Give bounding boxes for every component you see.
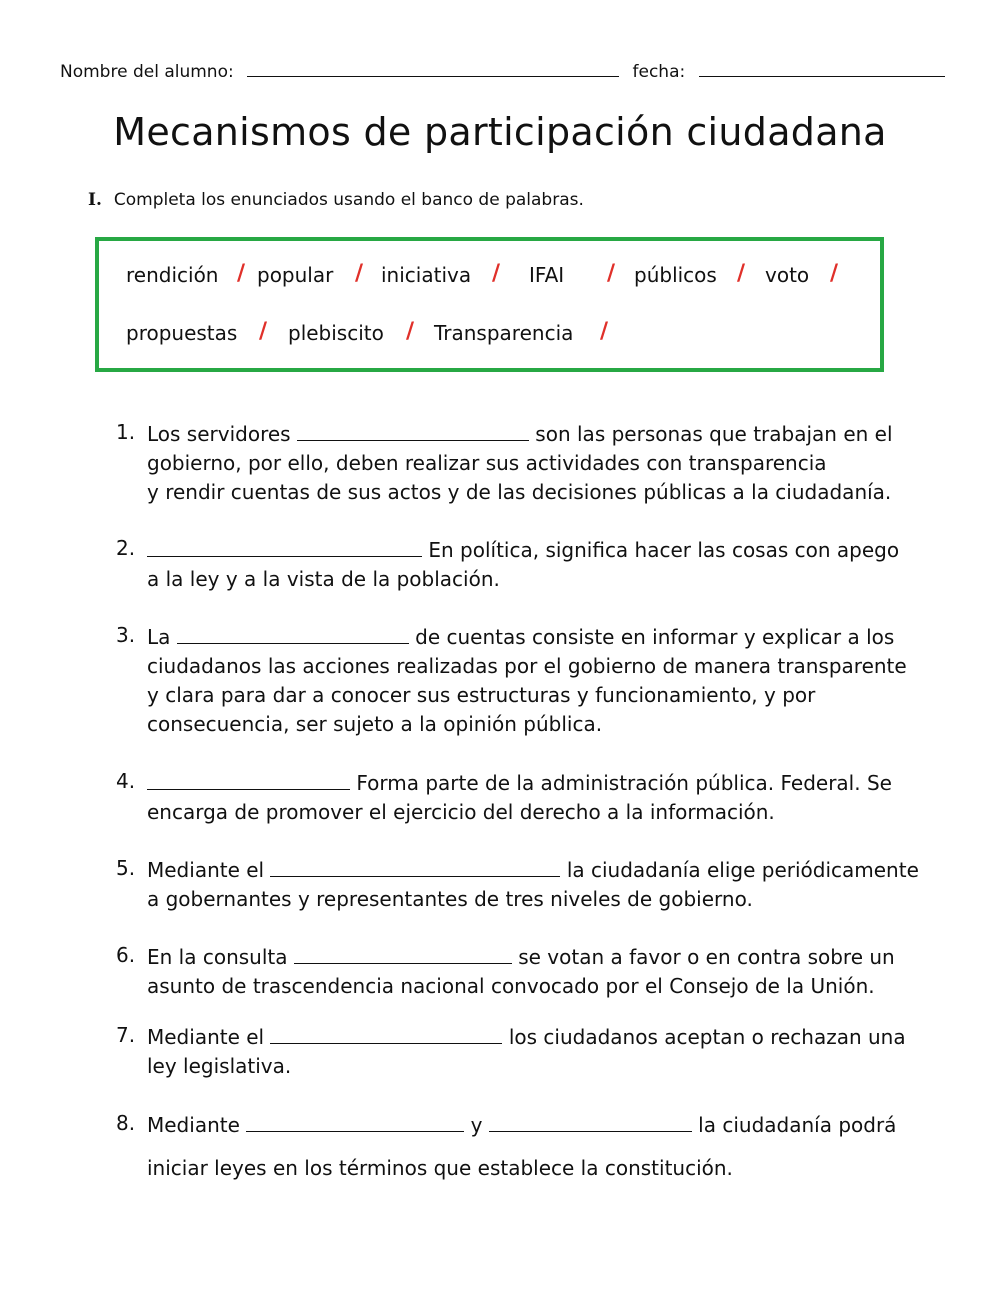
question-text: gobierno, por ello, deben realizar sus actividades con transparencia bbox=[147, 451, 827, 475]
word-separator: / bbox=[406, 319, 415, 344]
word-separator: / bbox=[259, 319, 268, 344]
date-blank[interactable] bbox=[699, 60, 945, 77]
question-text: encarga de promover el ejercicio del derecho a la información. bbox=[147, 800, 775, 824]
word-bank-item: IFAI bbox=[529, 263, 565, 287]
word-bank-item: rendición bbox=[126, 263, 219, 287]
question-text: En la consulta bbox=[147, 945, 294, 969]
answer-blank[interactable] bbox=[246, 1111, 464, 1132]
word-separator: / bbox=[355, 261, 364, 286]
question-text: consecuencia, ser sujeto a la opinión pública. bbox=[147, 712, 603, 736]
question-text: Mediante el bbox=[147, 858, 271, 882]
question-text: La bbox=[147, 625, 177, 649]
question-text: a la ley y a la vista de la población. bbox=[147, 567, 500, 591]
date-label: fecha: bbox=[632, 62, 686, 82]
question-text: Mediante bbox=[147, 1113, 247, 1137]
question-text: a gobernantes y representantes de tres niveles de gobierno. bbox=[147, 887, 753, 911]
word-separator: / bbox=[492, 261, 501, 286]
answer-blank[interactable] bbox=[270, 856, 560, 877]
answer-blank[interactable] bbox=[294, 943, 512, 964]
word-separator: / bbox=[737, 261, 746, 286]
question-text: la ciudadanía elige periódicamente bbox=[560, 858, 919, 882]
question-number: 2. bbox=[116, 536, 136, 560]
student-name-label: Nombre del alumno: bbox=[60, 62, 234, 82]
question-text: Mediante el bbox=[147, 1025, 271, 1049]
question-text: y clara para dar a conocer sus estructuras y funcionamiento, y por bbox=[147, 683, 816, 707]
question-text: se votan a favor o en contra sobre un bbox=[511, 945, 895, 969]
instruction-text: Completa los enunciados usando el banco de palabras. bbox=[113, 190, 584, 210]
question-text: En política, significa hacer las cosas con apego bbox=[422, 538, 900, 562]
word-bank-item: voto bbox=[765, 263, 810, 287]
question-text: los ciudadanos aceptan o rechazan una bbox=[502, 1025, 906, 1049]
question-text: y bbox=[464, 1113, 489, 1137]
answer-blank[interactable] bbox=[147, 536, 422, 557]
question-text: Los servidores bbox=[147, 422, 297, 446]
word-bank-item: plebiscito bbox=[288, 321, 384, 345]
word-separator: / bbox=[607, 261, 616, 286]
word-bank-item: públicos bbox=[634, 263, 717, 287]
student-header bbox=[60, 60, 940, 82]
question-text: Forma parte de la administración pública. Federal. Se bbox=[350, 771, 892, 795]
word-separator: / bbox=[600, 319, 609, 344]
word-separator: / bbox=[237, 261, 246, 286]
answer-blank[interactable] bbox=[270, 1023, 502, 1044]
page-title: Mecanismos de participación ciudadana bbox=[113, 110, 887, 154]
instruction-numeral: I. bbox=[88, 190, 102, 210]
answer-blank[interactable] bbox=[489, 1111, 692, 1132]
question-text: la ciudadanía podrá bbox=[691, 1113, 897, 1137]
question-text: iniciar leyes en los términos que establece la constitución. bbox=[147, 1156, 733, 1180]
question-number: 3. bbox=[116, 623, 136, 647]
question-number: 4. bbox=[116, 769, 136, 793]
question-number: 1. bbox=[116, 420, 136, 444]
answer-blank[interactable] bbox=[147, 769, 350, 790]
question-text: asunto de trascendencia nacional convocado por el Consejo de la Unión. bbox=[147, 974, 875, 998]
word-separator: / bbox=[830, 261, 839, 286]
word-bank-item: iniciativa bbox=[381, 263, 472, 287]
question-text: ciudadanos las acciones realizadas por el gobierno de manera transparente bbox=[147, 654, 907, 678]
question-number: 8. bbox=[116, 1111, 136, 1135]
question-number: 7. bbox=[116, 1023, 136, 1047]
question-text: de cuentas consiste en informar y explicar a los bbox=[408, 625, 895, 649]
word-bank-item: popular bbox=[257, 263, 334, 287]
word-bank-item: propuestas bbox=[126, 321, 238, 345]
question-text: ley legislativa. bbox=[147, 1054, 292, 1078]
question-text: y rendir cuentas de sus actos y de las decisiones públicas a la ciudadanía. bbox=[147, 480, 892, 504]
student-name-blank[interactable] bbox=[247, 60, 619, 77]
question-number: 6. bbox=[116, 943, 136, 967]
word-bank-item: Transparencia bbox=[434, 321, 574, 345]
question-number: 5. bbox=[116, 856, 136, 880]
word-bank bbox=[95, 237, 884, 372]
answer-blank[interactable] bbox=[297, 420, 529, 441]
answer-blank[interactable] bbox=[177, 623, 409, 644]
question-text: son las personas que trabajan en el bbox=[528, 422, 893, 446]
instruction bbox=[88, 190, 584, 210]
